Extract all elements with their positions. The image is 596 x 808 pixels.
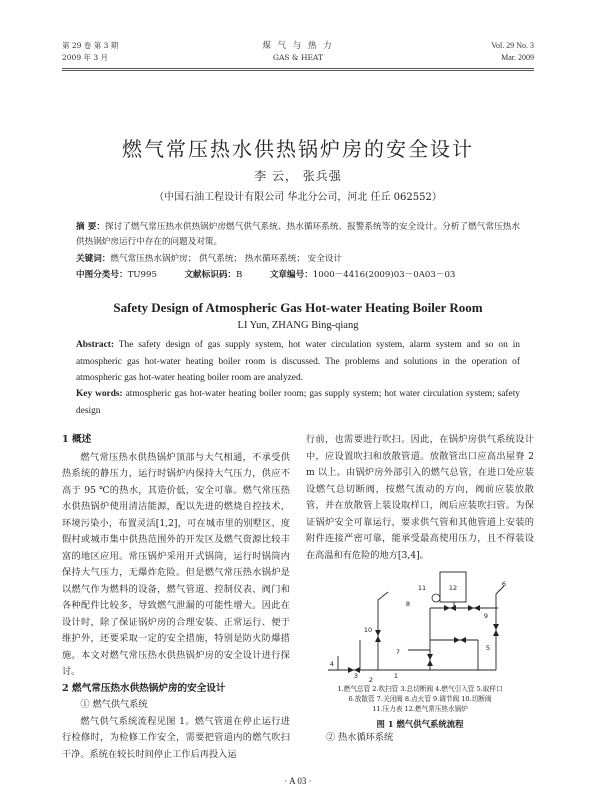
left-column	[62, 432, 290, 763]
riser-valve-a	[427, 654, 433, 660]
keywords-en	[76, 386, 520, 419]
journal-volume-issue: 第 29 卷 第 3 期	[62, 41, 119, 50]
regulating-valve-a	[468, 605, 474, 611]
subsection-2-heading: ② 热水循环系统	[326, 732, 394, 743]
keywords-zh-label: 关键词：	[76, 254, 111, 264]
ignition-valve-b	[375, 636, 381, 642]
figure-legend-line-2: 6.放散管 7.关闭阀 8.点火管 9.调节阀 10.切断阀	[348, 695, 492, 703]
page-number: · A 03 ·	[284, 776, 312, 786]
doc-code-value: B	[236, 270, 243, 280]
figure-label-10: 10	[363, 626, 373, 634]
right-column-paragraph: 行前，也需要进行吹扫。因此，在锅炉房供气系统设计中，应设置吹扫和放散管道。放散管出口应高出屋脊 2 m 以上。由锅炉房外部引入的燃气总管，在进口处应装设燃气总切断阀，按燃气流动的方向，阀前应装放散管，并在放散管上装设取样口，阀后应装吹扫管。为保证锅炉安全可靠运行，要求供气管和其他管道上安装的附件连接严密可靠，能承受最高使用压力，且不得装设在高温和有危险的地方[3,4]。	[306, 434, 534, 561]
abstract-zh	[76, 220, 520, 250]
figure-label-5: 5	[485, 644, 491, 652]
figure-label-3: 3	[353, 672, 359, 680]
journal-date-en: Mar. 2009	[501, 53, 534, 62]
figure-1-caption: 图 1 燃气供气系统流程	[376, 719, 464, 729]
figure-label-2: 2	[368, 676, 374, 684]
abstract-zh-text: 探讨了燃气常压热水供热锅炉房燃气供气系统、热水循环系统、报警系统等的安全设计。分析了燃气常压热水供热锅炉房运行中存在的问题及对策。	[76, 222, 520, 247]
journal-date: 2009 年 3 月	[62, 53, 109, 62]
section-1-paragraph: 燃气常压热水供热锅炉顶部与大气相通，不承受供热系统的静压力，运行时锅炉内保持大气压力，供应不高于 95 ℃的热水，其造价低，安全可靠。燃气常压热水供热锅炉使用清洁能源，配以先进的燃烧自控技术，环境污染小，布置灵活[1,2]，可在城市里的别墅区、度假村或城市集中供热范围外的开发区及燃气资源比较丰富的地区应用。常压锅炉采用开式锅筒，运行时锅筒内保持大气压力，无爆炸危险。但是燃气常压热水锅炉是以燃气作为燃料的设备，燃气管道、控制仪表、阀门和各种配件比较多，导致燃气泄漏的可能性增大。因此在设计时，除了保证锅炉房的合理安装、正常运行、便于维护外，还要采取一定的安全措施，特别是防火防爆措施。本文对燃气常压热水供热锅炉房的安全设计进行探讨。	[62, 451, 290, 677]
abstract-en-label: Abstract:	[76, 340, 115, 350]
article-title-en: Safety Design of Atmospheric Gas Hot-water Heating Boiler Room	[113, 300, 483, 315]
abstract-en	[76, 337, 520, 387]
ignition-valve-a	[375, 630, 381, 636]
keywords-en-text: atmospheric gas hot-water heating boiler room; gas supply system; hot water circulation system; safety design	[76, 389, 520, 416]
riser-valve-b	[427, 660, 433, 666]
branch-valve-a	[454, 637, 460, 643]
figure-label-12: 12	[448, 584, 458, 592]
figure-label-4: 4	[329, 660, 335, 668]
section-1-heading: 1 概述	[62, 434, 92, 445]
subsection-1-heading: ① 燃气供气系统	[80, 699, 148, 710]
ignition-outlet	[378, 592, 388, 600]
abstract-en-text: The safety design of gas supply system, hot water circulation system, alarm system and so on in atmospheric gas hot-water heating boiler room is discussed. The problems and solutions in the operation of atmospheric gas hot-water heating boiler room are analyzed.	[76, 340, 520, 383]
journal-name-zh: 煤 气 与 热 力	[262, 41, 334, 51]
keywords-zh	[76, 252, 520, 267]
article-number-label: 文章编号：	[269, 270, 313, 280]
regulating-valve-b	[474, 605, 480, 611]
figure-1-legend	[306, 684, 534, 714]
boiler-valve-b	[450, 605, 456, 611]
classification-line	[76, 268, 520, 283]
keywords-en-label: Key words:	[76, 389, 123, 399]
section-2-heading: 2 燃气常压热水供热锅炉房的安全设计	[62, 682, 226, 694]
affiliation-zh: （中国石油工程设计有限公司 华北分公司，河北 任丘 062552）	[154, 192, 442, 203]
article-title-zh: 燃气常压热水供热锅炉房的安全设计	[122, 137, 474, 161]
figure-label-6: 6	[501, 580, 507, 588]
figure-legend-line-1: 1.燃气总管 2.吹扫管 3.总切断阀 4.燃气引入管 5.取样口	[337, 685, 503, 693]
figure-label-7: 7	[395, 648, 401, 656]
journal-vol-en: Vol. 29 No. 3	[491, 41, 534, 50]
figure-label-1: 1	[393, 672, 399, 680]
right-column	[306, 432, 534, 564]
boiler-valve-a	[444, 605, 450, 611]
vent-valve-b	[493, 630, 499, 636]
figure-label-11: 11	[417, 584, 427, 592]
figure-legend-line-3: 11.压力表 12.燃气常压热水锅炉	[372, 705, 468, 713]
figure-label-9: 9	[483, 612, 489, 620]
doc-code-label: 文献标识码：	[184, 270, 237, 280]
header-rule	[62, 68, 534, 69]
abstract-zh-label: 摘 要：	[76, 222, 105, 232]
clc-label: 中图分类号：	[76, 270, 128, 280]
authors-zh: 李 云， 张兵强	[254, 169, 342, 183]
article-number-value: 1000－4416(2009)03－0A03－03	[312, 270, 456, 280]
journal-name-en: GAS & HEAT	[272, 53, 323, 62]
figure-label-8: 8	[405, 600, 411, 608]
branch-valve-b	[460, 637, 466, 643]
subsection-1-paragraph: 燃气供气系统流程见图 1。燃气管道在停止运行进行检修时，为检修工作安全，需要把管道内的燃气吹扫干净。系统在较长时间停止工作后再投入运	[62, 715, 290, 760]
header-rule-thin	[62, 70, 534, 71]
vent-valve-a	[493, 624, 499, 630]
authors-en: LI Yun, ZHANG Bing-qiang	[237, 320, 359, 331]
pressure-gauge-icon	[432, 594, 440, 602]
clc-value: TU995	[127, 270, 157, 280]
figure-1-schematic	[308, 566, 534, 684]
keywords-zh-text: 燃气常压热水锅炉房； 供气系统； 热水循环系统； 安全设计	[110, 254, 343, 264]
